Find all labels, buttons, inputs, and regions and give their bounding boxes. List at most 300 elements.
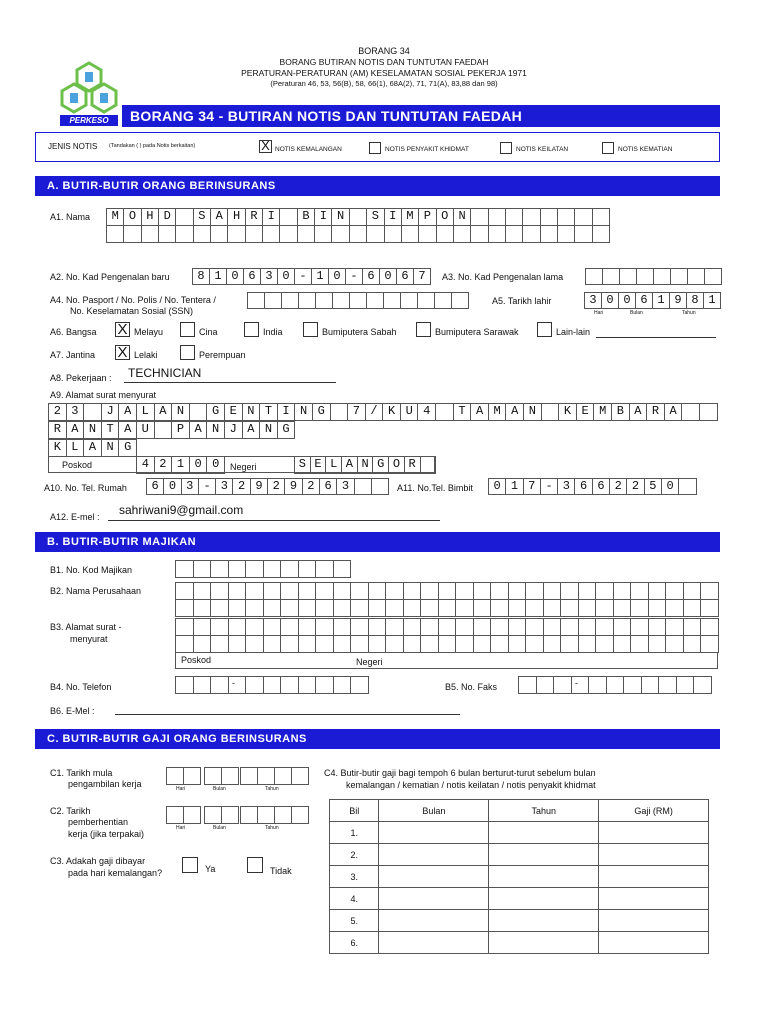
char-box[interactable] (241, 807, 258, 824)
char-box[interactable]: A (342, 457, 358, 474)
char-box[interactable] (292, 768, 309, 785)
char-box[interactable] (176, 619, 194, 636)
char-box[interactable] (554, 677, 572, 694)
char-box[interactable] (701, 619, 719, 636)
char-box[interactable] (334, 636, 352, 653)
char-box[interactable]: D (159, 209, 176, 226)
bulan-cell[interactable] (379, 910, 489, 932)
char-box[interactable] (509, 600, 527, 617)
checkbox-lain-lain[interactable] (537, 322, 552, 337)
checkbox-notis-kematian[interactable] (602, 142, 614, 154)
char-box[interactable]: O (124, 209, 141, 226)
char-box[interactable] (701, 583, 719, 600)
char-box[interactable]: G (278, 422, 296, 439)
char-box[interactable] (558, 209, 575, 226)
address-line-1[interactable] (48, 403, 718, 421)
char-box[interactable]: 3 (585, 293, 602, 309)
tahun-cell[interactable] (489, 888, 599, 910)
char-box[interactable] (649, 619, 667, 636)
char-box[interactable] (229, 583, 247, 600)
char-box[interactable] (369, 600, 387, 617)
char-box[interactable] (372, 479, 389, 495)
char-box[interactable]: A (243, 422, 261, 439)
char-box[interactable]: 2 (233, 479, 250, 495)
char-box[interactable] (659, 677, 677, 694)
char-box[interactable]: K (383, 404, 401, 421)
address-line-2[interactable] (48, 421, 295, 439)
char-box[interactable] (367, 293, 384, 309)
char-box[interactable]: A (67, 422, 85, 439)
char-box[interactable] (684, 636, 702, 653)
char-box[interactable] (491, 619, 509, 636)
email-field[interactable] (108, 520, 440, 521)
char-box[interactable] (642, 677, 660, 694)
char-box[interactable] (579, 619, 597, 636)
char-box[interactable]: G (119, 440, 137, 457)
char-box[interactable] (421, 636, 439, 653)
char-box[interactable]: N (102, 440, 120, 457)
char-box[interactable] (194, 600, 212, 617)
char-box[interactable] (421, 583, 439, 600)
char-box[interactable] (350, 209, 367, 226)
char-box[interactable] (292, 807, 309, 824)
char-box[interactable] (334, 600, 352, 617)
char-box[interactable] (631, 619, 649, 636)
ic-new-field[interactable] (192, 268, 431, 285)
char-box[interactable] (176, 226, 193, 243)
char-box[interactable] (523, 226, 540, 243)
char-box[interactable] (596, 636, 614, 653)
char-box[interactable] (526, 619, 544, 636)
char-box[interactable] (299, 561, 317, 578)
char-box[interactable] (684, 583, 702, 600)
char-box[interactable]: S (194, 209, 211, 226)
char-box[interactable]: J (225, 422, 243, 439)
char-box[interactable] (404, 619, 422, 636)
bulan-cell[interactable] (379, 866, 489, 888)
char-box[interactable] (246, 583, 264, 600)
char-box[interactable] (264, 619, 282, 636)
char-box[interactable]: 7 (414, 269, 431, 285)
char-box[interactable] (229, 600, 247, 617)
char-box[interactable] (561, 619, 579, 636)
char-box[interactable] (228, 226, 245, 243)
char-box[interactable] (526, 636, 544, 653)
char-box[interactable]: N (172, 404, 190, 421)
char-box[interactable] (298, 226, 315, 243)
char-box[interactable]: 1 (704, 293, 721, 309)
char-box[interactable] (439, 619, 457, 636)
char-box[interactable] (474, 636, 492, 653)
char-box[interactable]: 8 (193, 269, 210, 285)
char-box[interactable] (107, 226, 124, 243)
char-box[interactable] (246, 677, 264, 694)
mobile-phone-field[interactable] (488, 478, 697, 495)
char-box[interactable] (264, 677, 282, 694)
lain-lain-input[interactable] (596, 337, 716, 338)
char-box[interactable]: M (107, 209, 124, 226)
char-box[interactable] (558, 226, 575, 243)
char-box[interactable] (386, 636, 404, 653)
tahun-cell[interactable] (489, 844, 599, 866)
tahun-cell[interactable] (489, 910, 599, 932)
char-box[interactable] (386, 600, 404, 617)
char-box[interactable] (614, 583, 632, 600)
char-box[interactable]: - (541, 479, 558, 495)
char-box[interactable] (679, 479, 696, 495)
char-box[interactable]: 2 (303, 479, 320, 495)
char-box[interactable] (205, 768, 222, 785)
char-box[interactable]: 6 (363, 269, 380, 285)
occupation-field[interactable] (124, 382, 336, 383)
char-box[interactable] (176, 209, 193, 226)
char-box[interactable] (299, 600, 317, 617)
char-box[interactable] (544, 600, 562, 617)
char-box[interactable] (701, 636, 719, 653)
char-box[interactable] (275, 768, 292, 785)
char-box[interactable] (367, 226, 384, 243)
char-box[interactable] (246, 636, 264, 653)
char-box[interactable] (167, 807, 184, 824)
char-box[interactable] (194, 636, 212, 653)
char-box[interactable] (142, 226, 159, 243)
char-box[interactable] (544, 636, 562, 653)
char-box[interactable]: R (49, 422, 67, 439)
char-box[interactable]: S (367, 209, 384, 226)
char-box[interactable] (176, 583, 194, 600)
gaji-cell[interactable] (599, 866, 709, 888)
char-box[interactable]: 7 (524, 479, 541, 495)
char-box[interactable] (211, 583, 229, 600)
char-box[interactable]: T (102, 422, 120, 439)
char-box[interactable]: L (326, 457, 342, 474)
char-box[interactable] (404, 583, 422, 600)
char-box[interactable] (684, 619, 702, 636)
char-box[interactable]: N (260, 422, 278, 439)
char-box[interactable] (299, 677, 317, 694)
char-box[interactable] (631, 583, 649, 600)
address-line-3[interactable] (48, 439, 137, 457)
char-box[interactable]: 3 (261, 269, 278, 285)
char-box[interactable] (526, 583, 544, 600)
name-field[interactable] (106, 208, 610, 243)
char-box[interactable] (544, 583, 562, 600)
char-box[interactable] (544, 619, 562, 636)
char-box[interactable] (229, 561, 247, 578)
c2-month-field[interactable] (204, 806, 239, 824)
char-box[interactable] (489, 209, 506, 226)
char-box[interactable] (491, 583, 509, 600)
char-box[interactable] (439, 636, 457, 653)
char-box[interactable]: I (385, 209, 402, 226)
char-box[interactable] (264, 600, 282, 617)
char-box[interactable]: 4 (418, 404, 436, 421)
char-box[interactable]: A (506, 404, 524, 421)
char-box[interactable] (649, 636, 667, 653)
ic-old-field[interactable] (585, 268, 722, 285)
char-box[interactable]: 0 (619, 293, 636, 309)
char-box[interactable] (596, 619, 614, 636)
c1-month-field[interactable] (204, 767, 239, 785)
char-box[interactable]: 1 (653, 293, 670, 309)
char-box[interactable]: 6 (397, 269, 414, 285)
char-box[interactable] (315, 226, 332, 243)
char-box[interactable] (246, 600, 264, 617)
postcode-field[interactable] (136, 456, 225, 474)
tahun-cell[interactable] (489, 932, 599, 954)
char-box[interactable] (694, 677, 712, 694)
char-box[interactable] (246, 226, 263, 243)
char-box[interactable]: E (577, 404, 595, 421)
char-box[interactable] (167, 768, 184, 785)
char-box[interactable] (316, 636, 334, 653)
char-box[interactable] (541, 226, 558, 243)
char-box[interactable] (211, 619, 229, 636)
char-box[interactable] (369, 619, 387, 636)
employer-postcode-row[interactable] (175, 652, 718, 669)
char-box[interactable] (456, 619, 474, 636)
char-box[interactable]: A (471, 404, 489, 421)
char-box[interactable] (688, 269, 705, 285)
char-box[interactable]: 1 (172, 457, 190, 474)
char-box[interactable] (194, 226, 211, 243)
char-box[interactable]: B (298, 209, 315, 226)
char-box[interactable] (211, 226, 228, 243)
char-box[interactable] (194, 561, 212, 578)
employer-fax-field[interactable] (518, 676, 712, 694)
char-box[interactable] (402, 226, 419, 243)
char-box[interactable]: R (246, 209, 263, 226)
char-box[interactable]: N (332, 209, 349, 226)
char-box[interactable] (211, 600, 229, 617)
char-box[interactable] (666, 583, 684, 600)
char-box[interactable] (222, 807, 239, 824)
char-box[interactable]: 0 (164, 479, 181, 495)
char-box[interactable]: A (630, 404, 648, 421)
bulan-cell[interactable] (379, 888, 489, 910)
char-box[interactable] (184, 807, 201, 824)
char-box[interactable]: - (346, 269, 363, 285)
char-box[interactable] (350, 293, 367, 309)
char-box[interactable]: O (389, 457, 405, 474)
char-box[interactable] (385, 226, 402, 243)
char-box[interactable] (258, 768, 275, 785)
char-box[interactable] (624, 677, 642, 694)
char-box[interactable]: T (260, 404, 278, 421)
char-box[interactable] (401, 293, 418, 309)
char-box[interactable]: 6 (244, 269, 261, 285)
char-box[interactable] (404, 600, 422, 617)
employer-phone-field[interactable] (175, 676, 369, 694)
char-box[interactable]: 0 (602, 293, 619, 309)
char-box[interactable] (579, 636, 597, 653)
char-box[interactable] (631, 600, 649, 617)
char-box[interactable] (677, 677, 695, 694)
char-box[interactable] (506, 226, 523, 243)
char-box[interactable] (421, 600, 439, 617)
char-box[interactable]: 7 (348, 404, 366, 421)
char-box[interactable] (355, 479, 372, 495)
company-name-field[interactable] (175, 582, 719, 617)
char-box[interactable] (264, 636, 282, 653)
char-box[interactable] (282, 293, 299, 309)
state-field[interactable] (294, 456, 436, 474)
char-box[interactable]: 2 (155, 457, 173, 474)
char-box[interactable] (682, 404, 700, 421)
char-box[interactable] (589, 677, 607, 694)
passport-field[interactable] (247, 292, 469, 309)
char-box[interactable] (596, 600, 614, 617)
char-box[interactable]: 0 (227, 269, 244, 285)
char-box[interactable] (205, 807, 222, 824)
char-box[interactable] (684, 600, 702, 617)
char-box[interactable] (316, 600, 334, 617)
char-box[interactable]: A (155, 404, 173, 421)
char-box[interactable]: I (315, 209, 332, 226)
char-box[interactable]: I (263, 209, 280, 226)
char-box[interactable] (523, 209, 540, 226)
char-box[interactable] (421, 619, 439, 636)
char-box[interactable]: S (295, 457, 311, 474)
char-box[interactable] (561, 583, 579, 600)
dob-field[interactable] (584, 292, 721, 309)
char-box[interactable] (474, 600, 492, 617)
char-box[interactable]: G (373, 457, 389, 474)
char-box[interactable]: 9 (251, 479, 268, 495)
char-box[interactable] (620, 269, 637, 285)
char-box[interactable] (561, 600, 579, 617)
char-box[interactable]: M (594, 404, 612, 421)
char-box[interactable]: A (119, 404, 137, 421)
char-box[interactable] (229, 636, 247, 653)
char-box[interactable] (264, 561, 282, 578)
checkbox-cina[interactable] (180, 322, 195, 337)
char-box[interactable] (666, 636, 684, 653)
bulan-cell[interactable] (379, 932, 489, 954)
char-box[interactable] (176, 600, 194, 617)
char-box[interactable] (474, 583, 492, 600)
char-box[interactable]: - (199, 479, 216, 495)
char-box[interactable] (454, 226, 471, 243)
char-box[interactable] (194, 677, 212, 694)
char-box[interactable] (649, 600, 667, 617)
bulan-cell[interactable] (379, 844, 489, 866)
char-box[interactable]: 9 (670, 293, 687, 309)
gaji-cell[interactable] (599, 932, 709, 954)
char-box[interactable]: 2 (627, 479, 644, 495)
char-box[interactable] (666, 600, 684, 617)
char-box[interactable]: 6 (636, 293, 653, 309)
char-box[interactable]: A (190, 422, 208, 439)
char-box[interactable]: N (524, 404, 542, 421)
char-box[interactable]: 9 (285, 479, 302, 495)
char-box[interactable]: H (228, 209, 245, 226)
c1-year-field[interactable] (240, 767, 309, 785)
char-box[interactable] (456, 583, 474, 600)
char-box[interactable] (586, 269, 603, 285)
checkbox-bumiputera-sabah[interactable] (303, 322, 318, 337)
char-box[interactable]: I (278, 404, 296, 421)
char-box[interactable] (386, 619, 404, 636)
char-box[interactable]: 1 (210, 269, 227, 285)
char-box[interactable] (258, 807, 275, 824)
char-box[interactable] (421, 457, 437, 474)
checkbox-notis-kemalangan[interactable]: X (259, 140, 272, 153)
char-box[interactable] (386, 583, 404, 600)
char-box[interactable] (456, 600, 474, 617)
char-box[interactable]: 4 (137, 457, 155, 474)
checkbox-notis-penyakit-khidmat[interactable] (369, 142, 381, 154)
char-box[interactable] (351, 619, 369, 636)
char-box[interactable] (281, 636, 299, 653)
char-box[interactable] (280, 209, 297, 226)
char-box[interactable]: T (454, 404, 472, 421)
char-box[interactable] (176, 636, 194, 653)
char-box[interactable] (299, 619, 317, 636)
char-box[interactable]: M (489, 404, 507, 421)
char-box[interactable] (705, 269, 722, 285)
char-box[interactable] (369, 583, 387, 600)
c2-day-field[interactable] (166, 806, 201, 824)
char-box[interactable] (229, 619, 247, 636)
char-box[interactable] (316, 677, 334, 694)
char-box[interactable] (509, 619, 527, 636)
char-box[interactable]: G (207, 404, 225, 421)
tahun-cell[interactable] (489, 822, 599, 844)
char-box[interactable] (701, 600, 719, 617)
employer-code-field[interactable] (175, 560, 351, 578)
char-box[interactable] (491, 636, 509, 653)
char-box[interactable] (537, 677, 555, 694)
char-box[interactable]: L (137, 404, 155, 421)
char-box[interactable] (84, 404, 102, 421)
char-box[interactable] (384, 293, 401, 309)
char-box[interactable]: - (295, 269, 312, 285)
char-box[interactable] (299, 293, 316, 309)
gaji-cell[interactable] (599, 844, 709, 866)
checkbox-perempuan[interactable] (180, 345, 195, 360)
checkbox-tidak[interactable] (247, 857, 263, 873)
char-box[interactable] (369, 636, 387, 653)
char-box[interactable] (211, 561, 229, 578)
bulan-cell[interactable] (379, 822, 489, 844)
char-box[interactable] (334, 561, 352, 578)
checkbox-notis-keilatan[interactable] (500, 142, 512, 154)
char-box[interactable] (526, 600, 544, 617)
char-box[interactable] (194, 583, 212, 600)
char-box[interactable] (351, 583, 369, 600)
char-box[interactable] (281, 619, 299, 636)
char-box[interactable]: E (225, 404, 243, 421)
char-box[interactable] (184, 768, 201, 785)
char-box[interactable]: / (366, 404, 384, 421)
char-box[interactable] (299, 583, 317, 600)
char-box[interactable]: G (313, 404, 331, 421)
char-box[interactable] (281, 600, 299, 617)
char-box[interactable]: H (142, 209, 159, 226)
char-box[interactable]: R (647, 404, 665, 421)
char-box[interactable]: 6 (147, 479, 164, 495)
char-box[interactable]: 3 (67, 404, 85, 421)
char-box[interactable] (637, 269, 654, 285)
char-box[interactable]: 1 (312, 269, 329, 285)
char-box[interactable]: K (49, 440, 67, 457)
c2-year-field[interactable] (240, 806, 309, 824)
char-box[interactable] (351, 600, 369, 617)
char-box[interactable] (509, 636, 527, 653)
char-box[interactable]: A (665, 404, 683, 421)
checkbox-melayu[interactable]: X (115, 322, 130, 337)
